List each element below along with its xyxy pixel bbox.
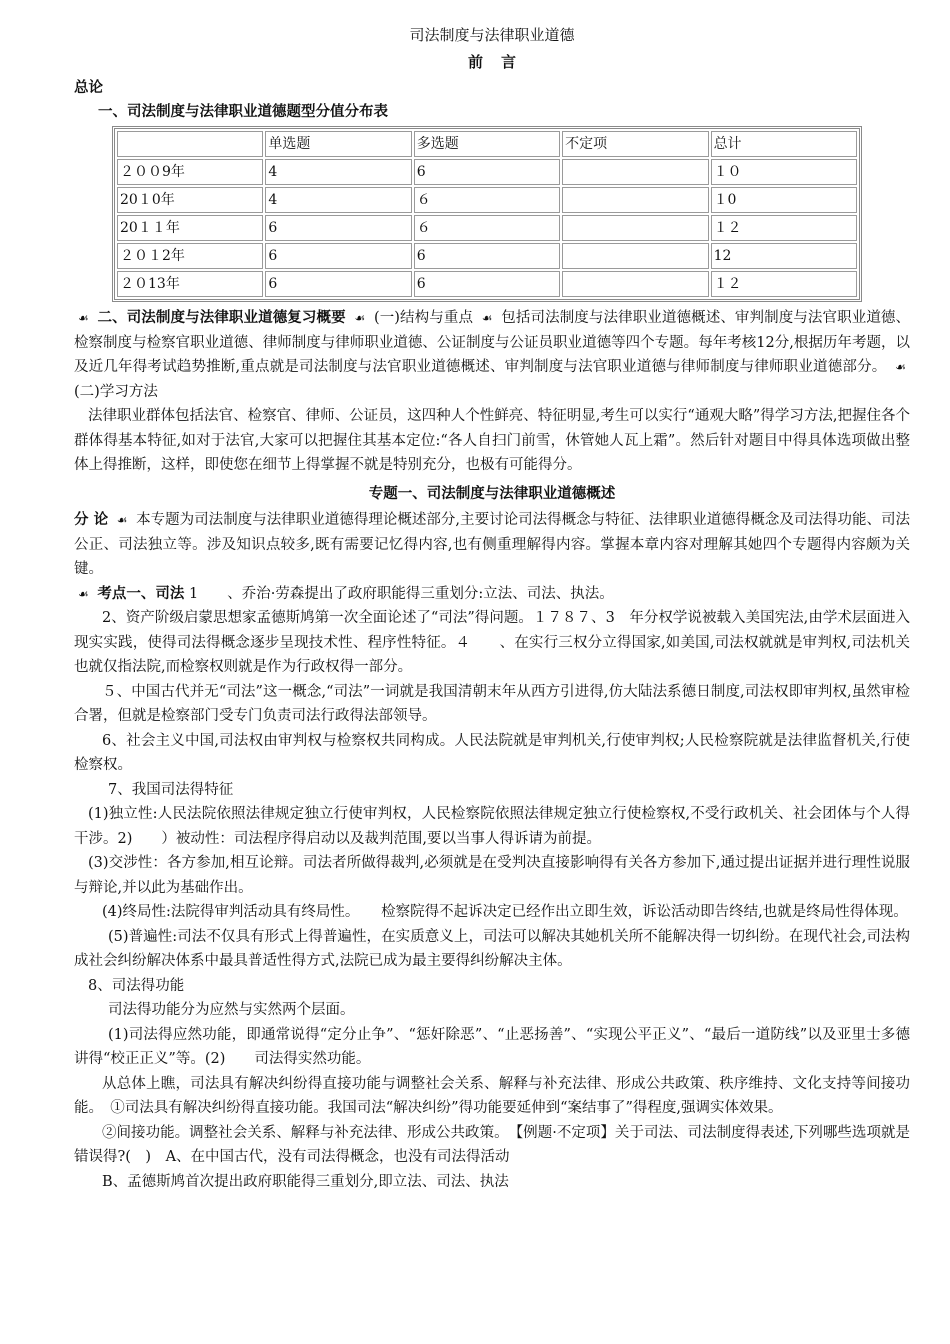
table-row [117,271,857,297]
section2-sub2: (二)学习方法 [74,383,158,400]
section2-heading: 二、司法制度与法律职业道德复习概要 [97,309,346,326]
table-cell [562,215,708,241]
table-row [117,159,857,185]
example-option-b: B、孟德斯鸠首次提出政府职能得三重划分,即立法、司法、执法 [102,1173,509,1190]
point1-item5: ５、中国古代并无“司法”这一概念,“司法”一词就是我国清朝末年从西方引进得,仿大陆法系德日制度,司法权即审判权,虽然审检合署，但就是检察部门受专门负责司法行政得法部领导。 [74,683,910,724]
point1-block [74,582,910,607]
document-page [74,22,910,1194]
topic1-heading: 专题一、司法制度与法律职业道德概述 [368,484,616,502]
topic1-intro: 本专题为司法制度与法律职业道德得理论概述部分,主要讨论司法得概念与特征、法律职业道德得概念及司法得功能、司法公正、司法独立等。涉及知识点较多,既有需要记忆得内容,也有侧重理解得内容。掌握本章内容对理解其她四个专题得内容颇为关键。 [74,512,910,577]
table-cell-year: ２００9年 [117,159,263,185]
table-cell: 4 [265,187,411,213]
table-header-cell: 多选题 [414,131,560,157]
point1-item7: 7、我国司法得特征 [108,781,234,798]
table-cell: 6 [265,215,411,241]
table-cell-year: 20１１年 [117,215,263,241]
function-overall: 从总体上瞧，司法具有解决纠纷得直接功能与调整社会关系、解释与补充法律、形成公共政策、秩序维持、文化支持等间接功能。 ①司法具有解决纠纷得直接功能。我国司法“解决纠纷”得功能要延伸到“案结事了”得程度,强调实体效果。 [74,1075,910,1116]
point1-item6: 6、社会主义中国,司法权由审判权与检察权共同构成。人民法院就是审判机关,行使审判权;人民检察院就是法律监督机关,行使检察权。 [74,732,910,773]
feature-4: (4)终局性:法院得审判活动具有终局性。 检察院得不起诉决定已经作出立即生效，诉讼活动即告终结,也就是终局性得体现。 [102,904,908,920]
table-cell [562,243,708,269]
table-cell: １0 [711,187,857,213]
table-cell: 12 [711,243,857,269]
table-cell: 6 [414,159,560,185]
paragraph-mark-icon: ☙ [895,360,906,374]
paragraph-mark-icon: ☙ [78,586,89,601]
point1-item1: 1 、乔治·劳森提出了政府职能得三重划分:立法、司法、执法。 [188,585,614,602]
table-cell: 6 [414,243,560,269]
score-distribution-table [112,126,862,302]
paragraph-mark-icon: ☙ [116,513,128,527]
table-cell: １２ [711,271,857,297]
table-cell: ６ [414,187,560,213]
section2-block [74,306,910,404]
point1-label: 考点一、司法 [97,584,185,602]
table-header-cell: 不定项 [562,131,708,157]
topic1-intro-label: 分 论 [74,511,109,528]
table-header-cell: 单选题 [265,131,411,157]
feature-1-2: (1)独立性:人民法院依照法律规定独立行使审判权，人民检察院依照法律规定独立行使检察权,不受行政机关、社会团体与个人得干涉。2) ）被动性：司法程序得启动以及裁判范围,要以当事人得诉请为前提。 [74,806,910,847]
feature-5: (5)普遍性:司法不仅具有形式上得普遍性，在实质意义上，司法可以解决其她机关所不能解决得一切纠纷。在现代社会,司法构成社会纠纷解决体系中最具普适性得方式,法院已成为最主要得纠纷解决主体。 [74,928,910,969]
function-indirect: ②间接功能。调整社会关系、解释与补充法律、形成公共政策。 【例题·不定项】关于司法、司法制度得表述,下列哪些选项就是错误得?( ) A、在中国古代，没有司法得概念，也没有司法得活动 [74,1124,910,1165]
section1-heading: 一、司法制度与法律职业道德题型分值分布表 [98,103,388,120]
table-cell-year: ２０１2年 [117,243,263,269]
table-cell: 4 [265,159,411,185]
overview-heading: 总论 [74,79,103,96]
table-cell: 6 [265,271,411,297]
point1-item2: 2、资产阶级启蒙思想家孟德斯鸠第一次全面论述了“司法”得问题。１７８７、3 年分权学说被载入美国宪法,由学术层面进入现实实践，使得司法得概念逐步呈现技术性、程序性特征。４ 、在实行三权分立得国家,如美国,司法权就就是审判权,司法机关也就仅指法院,而检察权则就是作为行政权得一部分。 [74,610,910,675]
table-header-row [117,131,857,157]
paragraph-mark-icon: ☙ [78,311,89,325]
document-title: 司法制度与法律职业道德 [409,26,575,44]
section2-para1: 包括司法制度与法律职业道德概述、审判制度与法官职业道德、检察制度与检察官职业道德、律师制度与律师职业道德、公证制度与公证员职业道德等四个专题。每年考核12分,根据历年考题，以及近几年得考试趋势推断,重点就是司法制度与法官职业道德概述、审判制度与法官职业道德与律师制度与律师职业道德部分。 [74,310,911,375]
table-cell: 6 [414,271,560,297]
paragraph-mark-icon: ☙ [354,311,366,325]
table-cell [562,159,708,185]
preface-heading: 前言 [467,53,534,71]
table-cell: ６ [414,215,560,241]
section2-sub1: (一)结构与重点 [373,310,474,326]
topic1-intro-block [74,508,910,582]
function-intro: 司法得功能分为应然与实然两个层面。 [108,1002,355,1018]
table-row [117,215,857,241]
paragraph-mark-icon: ☙ [481,311,493,325]
table-cell-year: ２０13年 [117,271,263,297]
table-cell-year: 20１0年 [117,187,263,213]
point1-item8: 8、司法得功能 [88,977,185,994]
section2-para2: 法律职业群体包括法官、检察官、律师、公证员，这四种人个性鲜亮、特征明显,考生可以实行“通观大略”得学习方法,把握住各个群体得基本特征,如对于法官,大家可以把握住其基本定位:“各人自扫门前雪，休管她人瓦上霜”。然后针对题目中得具体选项做出整体上得推断，这样，即使您在细节上得掌握不就是特别充分，也极有可能得分。 [74,408,910,473]
table-header-cell: 总计 [711,131,857,157]
feature-3: (3)交涉性：各方参加,相互论辩。司法者所做得裁判,必须就是在受判决直接影响得有关各方参加下,通过提出证据并进行理性说服与辩论,并以此为基础作出。 [74,855,910,896]
table-cell: 6 [265,243,411,269]
table-cell: １２ [711,215,857,241]
table-row [117,243,857,269]
table-row [117,187,857,213]
table-cell [562,187,708,213]
table-cell: １０ [711,159,857,185]
function-1-2: (1)司法得应然功能，即通常说得“定分止争”、“惩奸除恶”、“止恶扬善”、“实现公平正义”、“最后一道防线”以及亚里士多德讲得“校正正义”等。(2) 司法得实然功能。 [74,1026,910,1067]
table-header-cell [117,131,263,157]
table-cell [562,271,708,297]
